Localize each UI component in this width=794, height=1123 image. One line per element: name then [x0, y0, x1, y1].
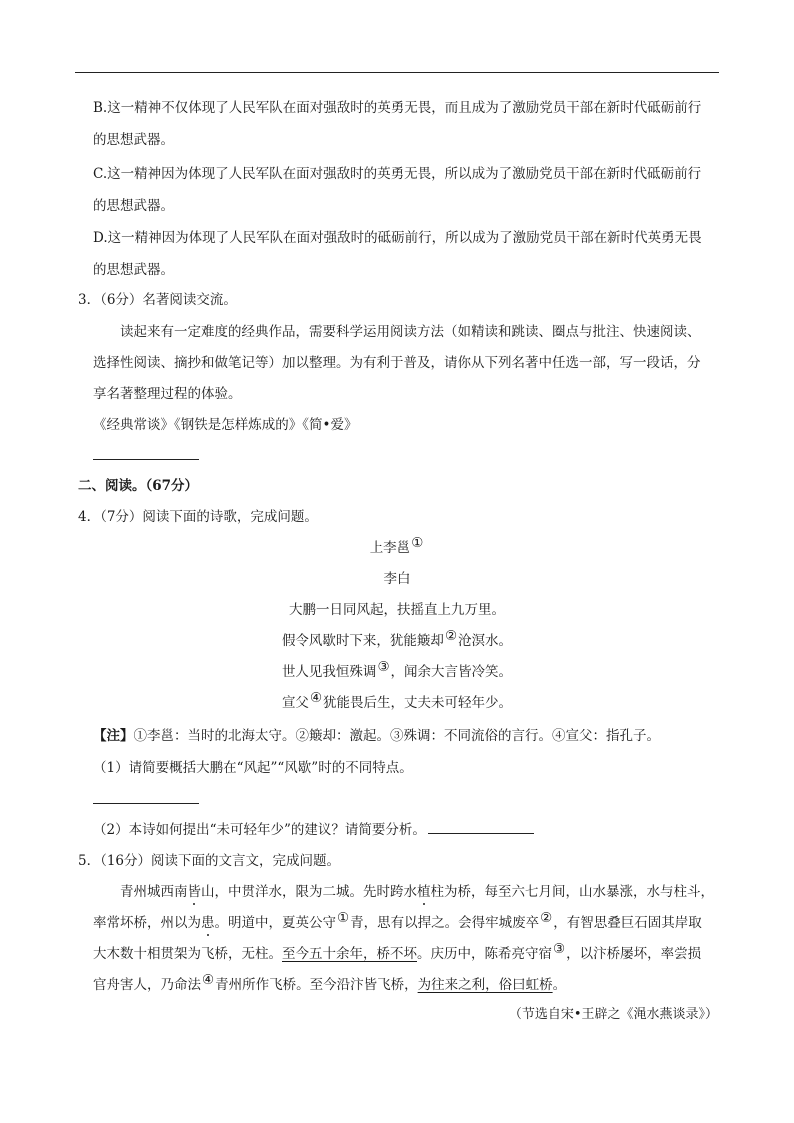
- poem-line-4-b: 犹能畏后生，丈夫未可轻年少。: [323, 695, 513, 711]
- poem-line-3: [0, 659, 794, 680]
- passage-text: ，以汴桥屡坏，率尝损: [566, 946, 702, 962]
- q4-sub1: （1）请简要概括大鹏在“风起”“风歇”时的不同特点。: [93, 760, 413, 776]
- option-b-line1: B.这一精神不仅体现了人民军队在面对强敌时的英勇无畏，而且成为了激励党员干部在新时代砥砺前行: [93, 100, 702, 116]
- poem-line-2-b: 沧溟水。: [458, 633, 513, 649]
- note-marker: ③: [553, 941, 566, 957]
- q4-sub2-answer-blank[interactable]: [428, 821, 534, 834]
- header-rule: [75, 72, 719, 73]
- note-marker: ②: [540, 910, 553, 926]
- poem-title-text: 上李邕: [369, 540, 411, 556]
- note-marker: ②: [444, 628, 458, 644]
- passage-text: 。明道中，夏英公守: [214, 915, 336, 931]
- q5-passage-line2: [93, 910, 702, 931]
- passage-text: 官舟害人，乃命法: [93, 977, 201, 993]
- underlined-sentence: 为往来之利，俗曰虹桥: [417, 977, 553, 993]
- dotted-word: 患: [201, 915, 215, 931]
- option-c-line1: C.这一精神因为体现了人民军队在面对强敌时的英勇无畏，所以成为了激励党员干部在新时代砥砺前行: [93, 166, 702, 182]
- note-marker: ①: [337, 910, 350, 926]
- passage-text: 山，中贯洋水，限为二城。先时跨水: [201, 884, 417, 900]
- section-title: 二、阅读。（67分）: [78, 478, 199, 494]
- q3-para-line1: 读起来有一定难度的经典作品，需要科学运用阅读方法（如精读和跳读、圈点与批注、快速阅读、: [120, 324, 701, 340]
- q4-sub1-answer-blank[interactable]: [93, 803, 199, 804]
- passage-text: 青州所作飞桥。至今沿汴皆飞桥，: [215, 977, 418, 993]
- passage-text: ，有智思叠巨石固其岸取: [553, 915, 702, 931]
- option-b-line2: 的思想武器。: [93, 132, 174, 148]
- passage-text: 率常坏桥，州以为: [93, 915, 201, 931]
- poem-annotation: [93, 728, 660, 744]
- q4-header: 4．（7分）阅读下面的诗歌，完成问题。: [78, 509, 318, 525]
- passage-text: 青，思有以捍之。会得牢城废卒: [350, 915, 540, 931]
- note-marker: ④: [202, 972, 215, 988]
- poem-author: 李白: [383, 571, 411, 587]
- poem-title: [0, 535, 794, 556]
- annotation-label: 【注】: [93, 728, 134, 744]
- q5-passage-line1: [120, 884, 714, 900]
- note-marker: ①: [411, 535, 424, 551]
- q4-sub2-line: [93, 821, 534, 838]
- underlined-sentence: 至今五十余年，桥不坏: [282, 946, 417, 962]
- poem-line-3-b: ，闻余大言皆冷笑。: [390, 664, 513, 680]
- note-marker: ④: [309, 690, 323, 706]
- note-marker: ③: [377, 659, 390, 675]
- poem-line-2-a: 假令风歇时下来，犹能簸却: [281, 633, 444, 649]
- q3-answer-blank[interactable]: [93, 459, 199, 460]
- poem-line-4-a: 宣父: [281, 695, 309, 711]
- q5-header: 5．（16分）阅读下面的文言文，完成问题。: [78, 853, 341, 869]
- q3-para-line3: 享名著整理过程的体验。: [93, 386, 242, 402]
- option-d-line2: 的思想武器。: [93, 262, 174, 278]
- q3-books: 《经典常谈》《钢铁是怎样炼成的》《简•爱》: [93, 417, 358, 433]
- dotted-word: 皆: [187, 884, 201, 900]
- poem-line-3-a: 世人见我恒殊调: [281, 664, 377, 680]
- option-d-line1: D.这一精神因为体现了人民军队在面对强敌时的砥砺前行，所以成为了激励党员干部在新时代英勇无畏: [93, 230, 702, 246]
- q5-passage-line4: [93, 972, 567, 993]
- passage-text: 。: [552, 977, 567, 993]
- annotation-text: ①李邕：当时的北海太守。②簸却：激起。③殊调：不同流俗的言行。④宣父：指孔子。: [133, 728, 660, 744]
- passage-text: 。庆历中，陈希亮守宿: [417, 946, 552, 962]
- poem-line-4: [0, 690, 794, 711]
- poem-line-1: 大鹏一日同风起，扶摇直上九万里。: [289, 602, 505, 618]
- q3-header: 3．（6分）名著阅读交流。: [78, 292, 237, 308]
- passage-text: 大木数十相贯架为飞桥，无柱。: [93, 946, 282, 962]
- passage-text: 青州城西南: [120, 884, 188, 900]
- q4-sub2: （2）本诗如何提出“未可轻年少”的建议？请简要分析。: [93, 822, 426, 838]
- poem-line-2: [0, 628, 794, 649]
- passage-text: 柱为桥，每至六七月间，山水暴涨，水与柱斗，: [430, 884, 714, 900]
- option-c-line2: 的思想武器。: [93, 198, 174, 214]
- passage-source: （节选自宋•王辟之《渑水燕谈录》）: [508, 1007, 718, 1022]
- dotted-word: 植: [417, 884, 431, 900]
- q5-passage-line3: [93, 941, 702, 962]
- q3-para-line2: 选择性阅读、摘抄和做笔记等）加以整理。为有利于普及，请你从下列名著中任选一部，写一段话，分: [93, 355, 701, 371]
